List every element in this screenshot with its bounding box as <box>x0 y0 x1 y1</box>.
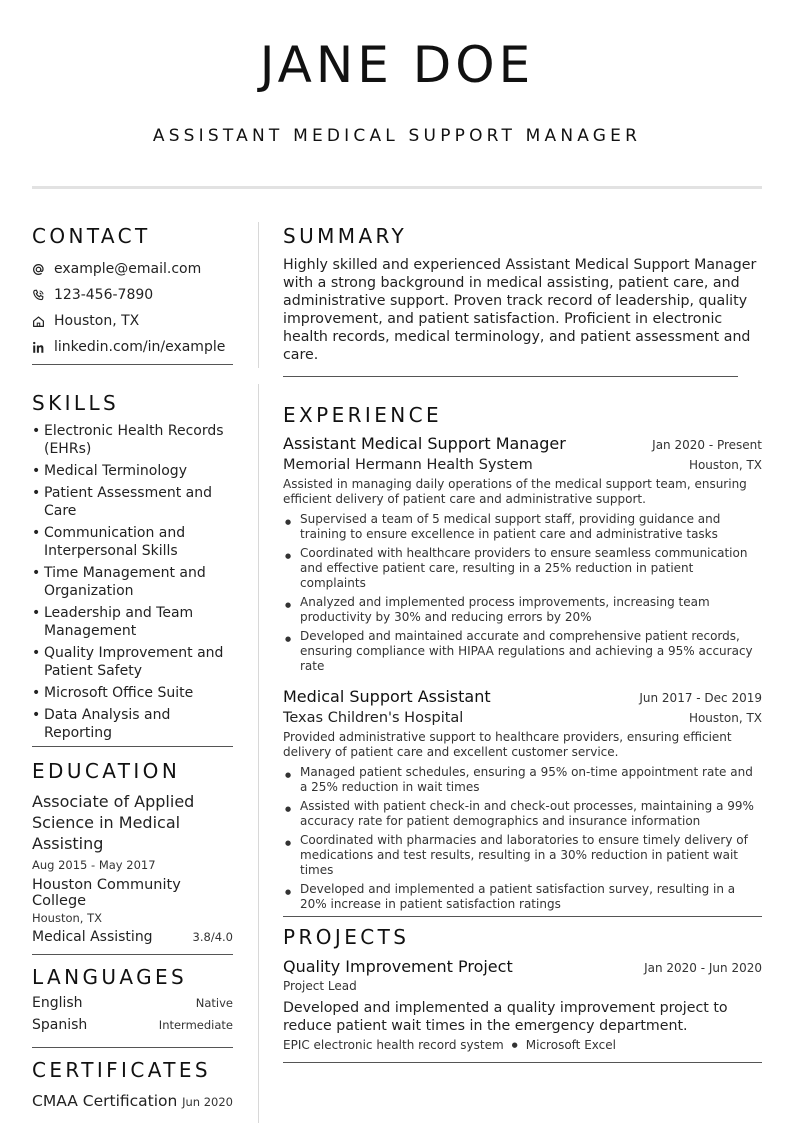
education-section <box>32 757 233 955</box>
experience-section <box>283 401 762 917</box>
home-icon <box>32 314 54 328</box>
languages-section <box>32 963 233 1048</box>
job-title: Assistant Medical Support Manager <box>283 434 566 453</box>
job-description: Provided administrative support to healthcare providers, ensuring efficient delivery of patient care and excellent customer service. <box>283 730 732 759</box>
contact-linkedin[interactable] <box>32 334 233 360</box>
school-name: Houston Community College <box>32 877 181 909</box>
languages-divider <box>32 1047 233 1048</box>
job-bullet: ● Developed and maintained accurate and comprehensive patient records, ensuring compliance with HIPAA regulations and achieving a 95% accuracy rate <box>283 629 762 674</box>
project-tools <box>283 1038 762 1052</box>
right-column <box>283 222 762 1063</box>
languages-heading: LANGUAGES <box>32 965 188 989</box>
project-tool: Microsoft Excel <box>525 1038 616 1052</box>
column-divider-top <box>258 222 259 368</box>
certificate-name: CMAA Certification <box>32 1092 178 1110</box>
job-location: Houston, TX <box>688 711 762 725</box>
header-divider <box>32 186 762 189</box>
job-title-heading: ASSISTANT MEDICAL SUPPORT MANAGER <box>152 126 642 146</box>
major-name: Medical Assisting <box>32 929 153 945</box>
certificate-row <box>32 1092 233 1110</box>
job-title: Medical Support Assistant <box>283 687 491 706</box>
contact-heading: CONTACT <box>32 224 151 248</box>
job-entry <box>283 434 762 674</box>
certificates-section <box>32 1056 233 1110</box>
skill-item: • Quality Improvement and Patient Safety <box>32 644 233 680</box>
job-dates: Jun 2017 - Dec 2019 <box>639 691 762 705</box>
contact-divider <box>32 364 233 365</box>
summary-heading: SUMMARY <box>283 224 408 248</box>
skills-divider <box>32 746 233 747</box>
project-role: Project Lead <box>283 979 357 993</box>
skills-heading: SKILLS <box>32 391 120 415</box>
language-level: Native <box>195 996 233 1010</box>
job-bullet: ● Analyzed and implemented process improvements, increasing team productivity by 30% and reducing errors by 20% <box>283 595 762 625</box>
experience-heading: EXPERIENCE <box>283 403 443 427</box>
skill-item: • Patient Assessment and Care <box>32 484 233 520</box>
project-description: Developed and implemented a quality improvement project to reduce patient wait times in the emergency department. <box>283 1000 728 1034</box>
projects-heading: PROJECTS <box>283 925 410 949</box>
job-location: Houston, TX <box>688 458 762 472</box>
skill-item: • Data Analysis and Reporting <box>32 706 233 742</box>
left-column <box>32 222 233 1110</box>
summary-divider <box>283 376 738 377</box>
language-name: English <box>32 995 83 1011</box>
contact-section <box>32 222 233 365</box>
contact-location <box>32 308 233 334</box>
project-title: Quality Improvement Project <box>283 957 513 976</box>
project-dates: Jan 2020 - Jun 2020 <box>644 961 762 975</box>
skill-item: • Medical Terminology <box>32 462 233 480</box>
skill-item: • Communication and Interpersonal Skills <box>32 524 233 560</box>
skill-item: • Microsoft Office Suite <box>32 684 233 702</box>
job-bullets <box>283 765 762 912</box>
column-divider-bottom <box>258 384 259 1123</box>
phone-text: 123-456-7890 <box>54 287 154 303</box>
job-bullet: ● Developed and implemented a patient satisfaction survey, resulting in a 20% increase in patient satisfaction ratings <box>283 882 762 912</box>
education-heading: EDUCATION <box>32 759 181 783</box>
experience-divider <box>283 916 762 917</box>
linkedin-icon <box>32 340 54 354</box>
contact-email[interactable] <box>32 256 233 282</box>
job-entry <box>283 687 762 912</box>
degree-name: Associate of Applied Science in Medical Assisting <box>32 792 195 853</box>
projects-section <box>283 923 762 1063</box>
email-text: example@email.com <box>54 261 202 277</box>
skill-item: • Electronic Health Records (EHRs) <box>32 422 233 458</box>
job-bullet: ● Assisted with patient check-in and check-out processes, maintaining a 99% accuracy rate for patient demographics and insurance information <box>283 799 762 829</box>
education-divider <box>32 954 233 955</box>
language-row <box>32 1017 233 1039</box>
education-dates: Aug 2015 - May 2017 <box>32 858 156 872</box>
language-row <box>32 995 233 1017</box>
project-tool: EPIC electronic health record system <box>283 1038 504 1052</box>
at-sign-icon <box>32 262 54 276</box>
job-dates: Jan 2020 - Present <box>652 438 762 452</box>
job-bullets <box>283 512 762 674</box>
projects-divider <box>283 1062 762 1063</box>
language-level: Intermediate <box>158 1018 233 1032</box>
summary-text: Highly skilled and experienced Assistant Medical Support Manager with a strong background in medical assisting, patient care, and administrative support. Proven track record of leadership, quality improvement, and patient satisfaction. Proficient in electronic health records, medical terminology, and patient assessment and care. <box>283 257 757 363</box>
certificates-heading: CERTIFICATES <box>32 1058 212 1082</box>
school-location: Houston, TX <box>32 911 103 925</box>
skills-list <box>32 422 233 742</box>
candidate-name: JANE DOE <box>259 36 535 94</box>
linkedin-text: linkedin.com/in/example <box>54 339 226 355</box>
phone-icon <box>32 288 54 302</box>
location-text: Houston, TX <box>54 313 140 329</box>
company-name: Texas Children's Hospital <box>283 710 464 726</box>
gpa: 3.8/4.0 <box>192 930 233 944</box>
skills-section <box>32 389 233 747</box>
skill-item: • Time Management and Organization <box>32 564 233 600</box>
language-name: Spanish <box>32 1017 88 1033</box>
summary-section <box>283 222 762 377</box>
job-bullet: ● Managed patient schedules, ensuring a 95% on-time appointment rate and a 25% reduction in wait times <box>283 765 762 795</box>
separator-dot: ● <box>511 1041 518 1049</box>
job-bullet: ● Coordinated with pharmacies and laboratories to ensure timely delivery of medications and test results, resulting in a 30% reduction in patient wait times <box>283 833 762 878</box>
company-name: Memorial Hermann Health System <box>283 457 533 473</box>
job-bullet: ● Coordinated with healthcare providers to ensure seamless communication and effective patient care, resulting in a 25% reduction in patient complaints <box>283 546 762 591</box>
job-description: Assisted in managing daily operations of the medical support team, ensuring efficient delivery of patient care and administrative support. <box>283 477 747 506</box>
contact-phone[interactable] <box>32 282 233 308</box>
skill-item: • Leadership and Team Management <box>32 604 233 640</box>
major-row <box>32 929 233 945</box>
job-bullet: ● Supervised a team of 5 medical support staff, providing guidance and training to ensure excellence in patient care and administrative tasks <box>283 512 762 542</box>
certificate-date: Jun 2020 <box>182 1095 233 1109</box>
